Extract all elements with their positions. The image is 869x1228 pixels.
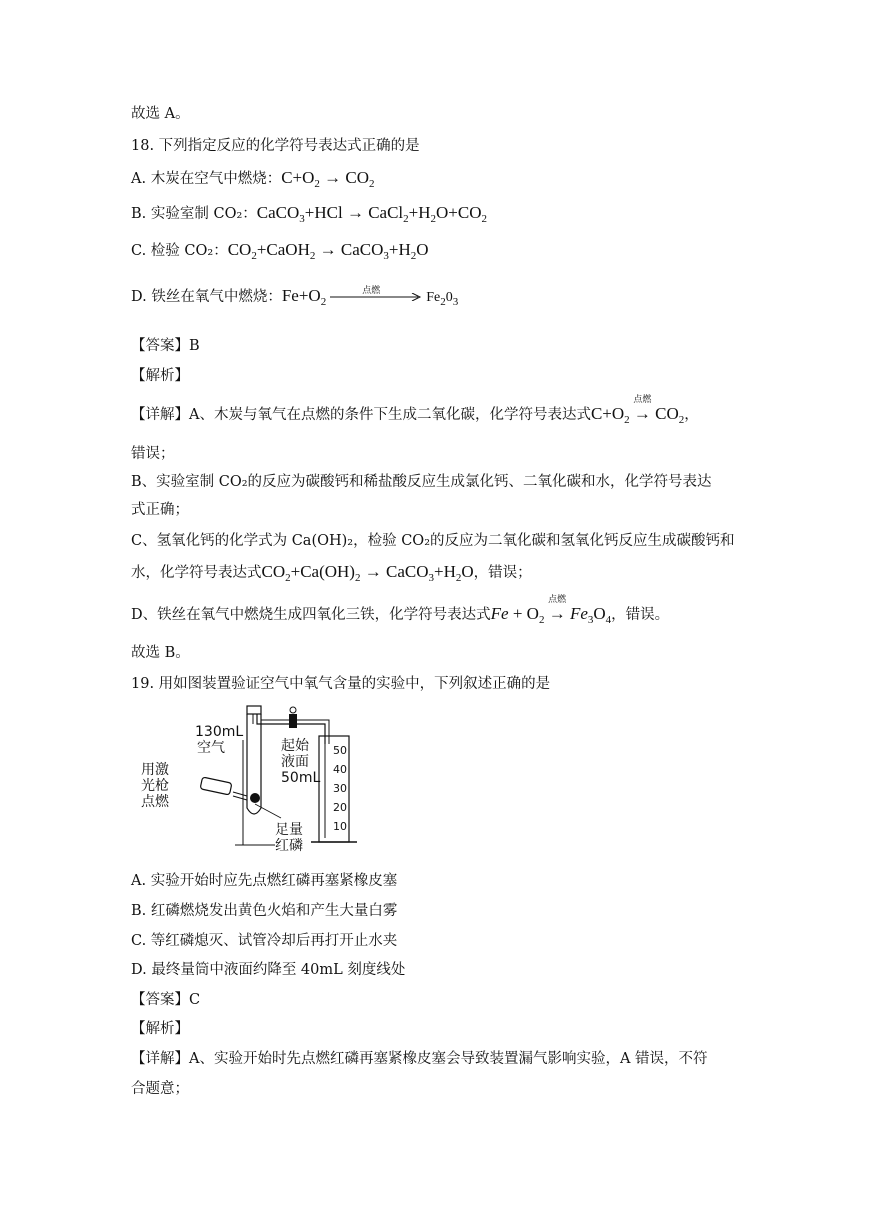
start-level-label-2: 液面: [281, 754, 309, 770]
option-label: D. 铁丝在氧气中燃烧：: [131, 289, 282, 305]
equation-d: $Fe+O_2$: [281, 286, 327, 308]
laser-label-3: 点燃: [141, 794, 169, 810]
start-level-label-1: 起始: [281, 738, 309, 754]
tick-label: 40: [333, 763, 347, 776]
analysis-19: 【解析】: [131, 1021, 189, 1037]
option-label: C. 检验 CO₂：: [131, 243, 228, 259]
answer-19: 【答案】C: [131, 992, 201, 1008]
detail-18-c-2: 水，化学符号表达式$CO_2+Ca(OH)_2$ → $CaCO_3+H_2O$，错误；: [131, 562, 532, 584]
option-label: A. 木炭在空气中燃烧：: [131, 171, 282, 187]
question-18: 18. 下列指定反应的化学符号表达式正确的是: [131, 138, 420, 154]
detail-18-d: D、铁丝在氧气中燃烧生成四氧化三铁，化学符号表达式$Fe + O_2$ → 点燃 $Fe_3O_4$，错误。: [131, 595, 670, 626]
start-level-label-3: 50mL: [281, 770, 321, 786]
option-19-b: B. 红磷燃烧发出黄色火焰和产生大量白雾: [131, 903, 398, 919]
option-18-a: [131, 168, 375, 194]
equation-a: $C+O_2 \to CO_2$: [281, 168, 375, 190]
detail-19: 【详解】A、实验开始时先点燃红磷再塞紧橡皮塞会导致装置漏气影响实验，A 错误，不符: [131, 1051, 708, 1067]
equation-c: $CO_2+CaOH_2$ → $CaCO_3+H_2O$: [227, 240, 429, 262]
equation-detail-a: $C+O_2$ → 点燃 $CO_2$: [590, 395, 685, 426]
equation-detail-c: $CO_2+Ca(OH)_2$ → $CaCO_3+H_2O$: [261, 562, 474, 584]
air-label: 空气: [197, 740, 225, 756]
apparatus-drawing: [135, 700, 385, 860]
analysis-18: 【解析】: [131, 368, 189, 384]
question-19: 19. 用如图装置验证空气中氧气含量的实验中，下列叙述正确的是: [131, 676, 551, 692]
laser-label-2: 光枪: [141, 778, 169, 794]
detail-18-c: C、氢氧化钙的化学式为 Ca(OH)₂，检验 CO₂的反应为二氧化碳和氢氧化钙反应生成碳酸钙和: [131, 533, 735, 549]
tick-label: 50: [333, 744, 347, 757]
prev-conclusion: 故选 A。: [131, 106, 190, 122]
detail-18-b: B、实验室制 CO₂的反应为碳酸钙和稀盐酸反应生成氯化钙、二氧化碳和水，化学符号表达: [131, 474, 712, 490]
equation-b: CaCO$_3$+HCl → $CaCl_2+H_2O+CO_2$: [256, 203, 488, 225]
option-18-b: [131, 203, 487, 229]
option-label: B. 实验室制 CO₂：: [131, 206, 257, 222]
tick-label: 20: [333, 801, 347, 814]
answer-18: 【答案】B: [131, 338, 200, 354]
laser-label-1: 用激: [141, 762, 169, 778]
equation-detail-d: Fe: [490, 604, 509, 623]
apparatus-figure: [135, 700, 385, 860]
option-18-c: [131, 240, 429, 266]
tick-label: 30: [333, 782, 347, 795]
conclusion-18: 故选 B。: [131, 645, 190, 661]
equation-d-product: $Fe_20_3$: [426, 290, 459, 308]
option-19-d: D. 最终量筒中液面约降至 40mL 刻度线处: [131, 962, 406, 978]
detail-18-b-2: 式正确；: [131, 502, 189, 518]
air-volume-label: 130mL: [195, 724, 244, 740]
option-19-c: C. 等红磷熄灭、试管冷却后再打开止水夹: [131, 933, 398, 949]
option-19-a: A. 实验开始时应先点燃红磷再塞紧橡皮塞: [131, 873, 398, 889]
phosphorus-label-2: 红磷: [275, 838, 303, 854]
tick-label: 10: [333, 820, 347, 833]
reaction-arrow: 点燃: [330, 289, 422, 305]
detail-18-a: 【详解】A、木炭与氧气在点燃的条件下生成二氧化碳，化学符号表达式$C+O_2$ → 点燃 $CO_2$，: [131, 395, 699, 426]
phosphorus-label-1: 足量: [275, 822, 303, 838]
detail-18-a-2: 错误；: [131, 446, 175, 462]
option-18-d: [131, 286, 458, 312]
detail-19-2: 合题意；: [131, 1081, 189, 1097]
